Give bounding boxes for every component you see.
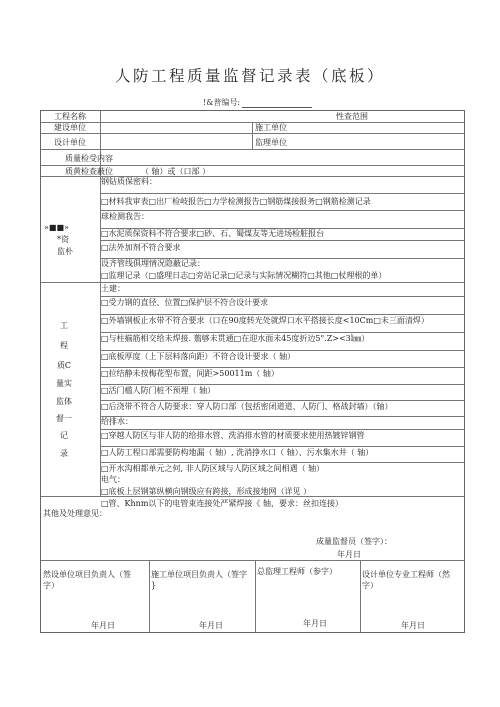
supervision-record[interactable]: □监理记录（□盛理日志□旁站记录□记录与实际情况糊符□其他□杖理根的单）: [101, 271, 387, 280]
signature-chief-date: 年月日: [303, 619, 327, 628]
row-divider: [41, 560, 464, 561]
water-item-1[interactable]: □穿越人防区与非人防的给排水管、洗消排水管的材质要求使用热镀锌钢管: [101, 431, 365, 440]
signature-builder-line1: 施工单位项目负责人（签字: [151, 570, 247, 579]
signature-construction-date: 年月日: [91, 621, 115, 630]
signature-construction-line1: 然设单位项目负责人（签: [43, 570, 131, 579]
supervision-form: [40, 110, 465, 633]
inspection-side-char: 监体: [56, 397, 72, 406]
inspection-side-char: 质C: [56, 361, 72, 370]
concrete-item-2[interactable]: □法外加剂不符合要求: [101, 243, 181, 252]
supervision-unit-label: 监理单位: [255, 138, 287, 147]
form-code-blank[interactable]: [242, 99, 312, 108]
materials-side-label-1: »■■»: [44, 223, 69, 232]
materials-side-label-2: *资: [57, 235, 69, 244]
inspection-side-char: 程: [60, 341, 68, 350]
signature-builder-date: 年月日: [199, 621, 223, 630]
row-divider: [100, 193, 464, 194]
col-divider: [255, 560, 256, 632]
row-divider: [100, 332, 464, 333]
civil-item-6[interactable]: □活门槛人防门桩不预埋（ 轴）: [101, 386, 216, 395]
rebar-items[interactable]: □材料我审表□出厂检岐报告□力学检测报告□钢筋煤接报务□钢筋检测记录: [101, 197, 371, 206]
inspection-side-char: 工: [60, 321, 68, 330]
row-divider: [100, 416, 464, 417]
opinion-label: 其他及处理意见：: [43, 509, 107, 518]
signature-design-line1: 设计单位专业工程师（然: [362, 570, 450, 579]
water-item-2[interactable]: □人防工程口部需要防构地漏（ 轴）, 洗消挣水口（ 轴）、污水集水井（ 轴）: [101, 448, 374, 457]
design-unit-label: 设计单位: [54, 138, 86, 147]
row-divider: [100, 210, 464, 211]
electric-item-1[interactable]: □底板上层钢第纵横向钢级应有跨接，形成接地网（详见 ）: [101, 487, 312, 496]
water-title: 给排水：: [101, 417, 133, 426]
row-divider: [100, 296, 464, 297]
row-divider: [100, 462, 464, 463]
materials-side-label-3: 监朴: [57, 247, 73, 256]
form-code: [203, 97, 312, 108]
form-code-label: !&普编号:: [203, 98, 241, 107]
civil-item-2[interactable]: □外墙钢板止水带不符合要求（口在90度转光处就焊口水平搭接长度<10Cm□未三面清焊）: [101, 316, 429, 325]
water-item-3[interactable]: □开水沟相都单元之何, 非人防区域与人防区域之间相遇（ 轴）: [101, 464, 325, 473]
signature-construction-line2: 字）: [43, 581, 59, 590]
signature-design-date: 年月日: [401, 621, 425, 630]
inspection-side-char: 量实: [56, 379, 72, 388]
civil-item-4[interactable]: □底板厚度（上下层料落向距）不符合设计要求（ 轴）: [101, 352, 296, 361]
row-divider: [100, 350, 464, 351]
inspection-side-char: 督一: [56, 414, 72, 423]
row-divider: [100, 240, 464, 241]
col-divider: [149, 560, 150, 632]
concrete-item-1[interactable]: □水泥质保资料不符合要求□砂、石、蜀煤友等无进场检脏报台: [101, 229, 325, 238]
col-divider: [252, 122, 253, 149]
builder-unit-label: 施工单位: [255, 123, 287, 132]
civil-item-7[interactable]: □后浇带不符合人防要求：穿人防口部（包括密闭道道、人防门、格战封墙）（轴）: [101, 402, 393, 411]
row-divider: [41, 149, 464, 150]
row-divider: [41, 282, 464, 283]
row-divider: [100, 446, 464, 447]
axis-position-text: （ 轴）或（口部 ）: [141, 167, 211, 176]
inspector-signature-label: 成量监督员（签字）：: [316, 537, 392, 546]
row-divider: [100, 384, 464, 385]
signature-builder-line2: }: [151, 581, 157, 590]
row-divider: [100, 314, 464, 315]
inspection-side-char: 录: [60, 449, 68, 458]
inspection-side-char: 记: [60, 431, 68, 440]
opinion-date: 年月日: [337, 550, 361, 559]
signature-design-line2: 字）: [362, 581, 378, 590]
electric-item-2[interactable]: □管、Khnm以下的电管束连接处严紧焊接《 轴，要求：丝扣连接）: [101, 499, 343, 508]
construction-unit-label: 建设单位: [54, 123, 86, 132]
row-divider: [100, 429, 464, 430]
concrete-title: 球检测我告：: [101, 212, 149, 221]
civil-item-1[interactable]: □受力钢的直径、位置□保护层不符合设计要求: [101, 298, 269, 307]
row-divider: [41, 165, 464, 166]
project-name-label: 工程名称: [54, 112, 86, 121]
electric-title: 电气：: [101, 475, 125, 484]
pipe-title: 设齐管线俱埋情况隐蔽记录：: [101, 259, 205, 268]
signature-chief-line1: 总监理工程师（参字）: [257, 567, 337, 576]
col-divider: [360, 560, 361, 632]
row-divider: [100, 400, 464, 401]
quality-check-position-label: 质黄检查蔽位: [65, 167, 113, 176]
inspection-scope-label: 性查范围: [336, 112, 368, 121]
quality-check-content-label: 质量检受内容: [65, 154, 113, 163]
form-title: 人防工程质量监督记录表（底板）: [114, 67, 385, 85]
civil-item-3[interactable]: □与柱揃筋相交给未焊接. 翦够未贯通□在迎水面未45度折边5".Z><3l㎜）: [101, 334, 370, 343]
rebar-title: 钢钻质保密料：: [101, 177, 157, 186]
civil-title: 土建：: [101, 284, 125, 293]
row-divider: [100, 367, 464, 368]
civil-item-5[interactable]: □拉结静未按梅花型布置，间距>50011m（ 轴）: [101, 369, 279, 378]
